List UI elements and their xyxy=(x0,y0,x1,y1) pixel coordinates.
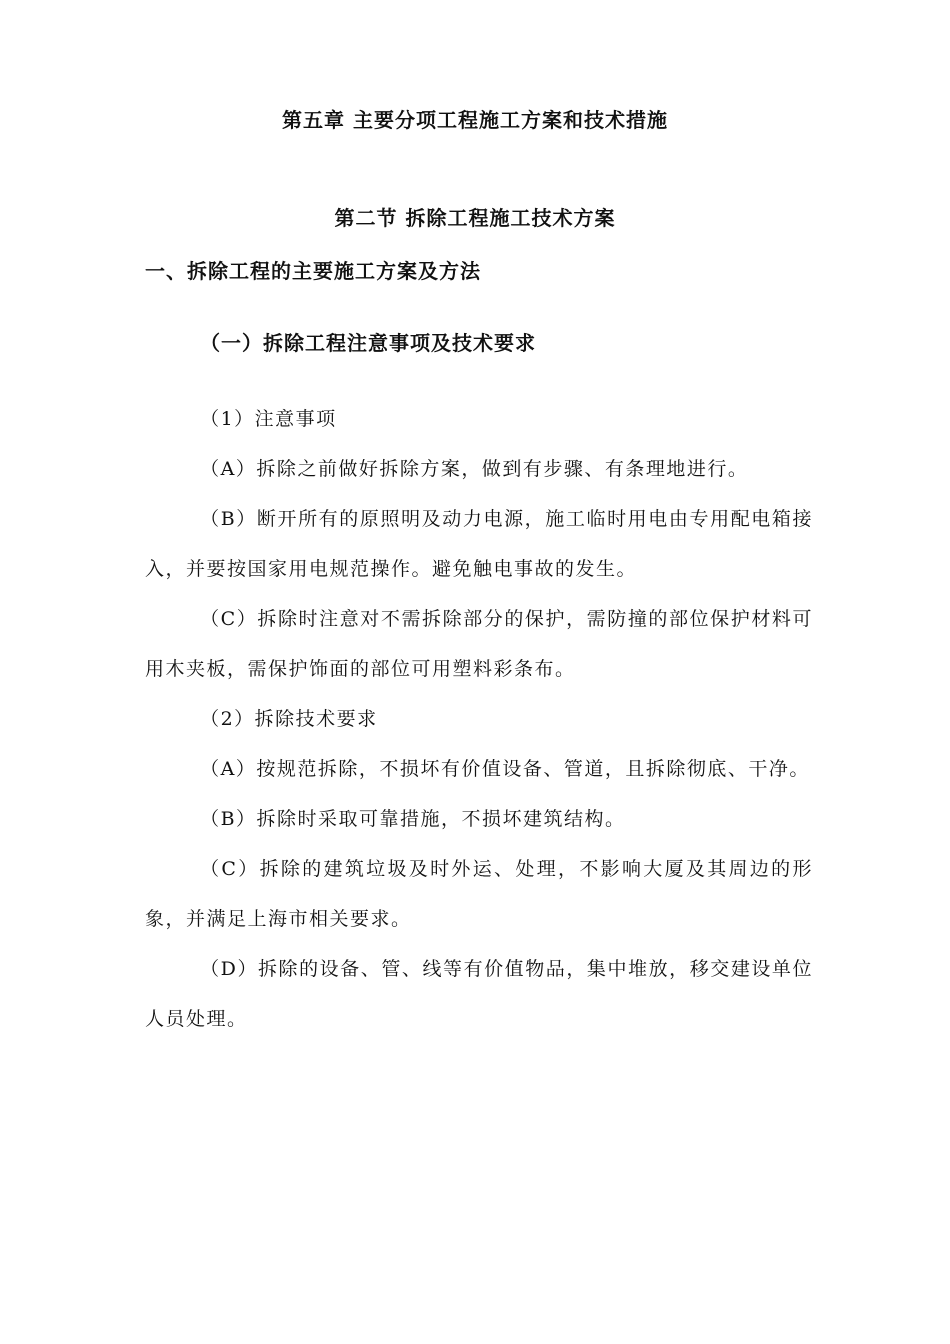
paragraph-notes-heading: （1）注意事项 xyxy=(200,408,337,430)
paragraph-requirement-a: （A）按规范拆除，不损坏有价值设备、管道，且拆除彻底、干净。 xyxy=(200,758,810,780)
paragraph-requirements-heading: （2）拆除技术要求 xyxy=(200,708,378,730)
heading-level-2: （一）拆除工程注意事项及技术要求 xyxy=(200,331,536,355)
paragraph-note-b: （B）断开所有的原照明及动力电源，施工临时用电由专用配电箱接入，并要按国家用电规范操作。避免触电事故的发生。 xyxy=(145,508,813,580)
paragraph-requirement-d: （D）拆除的设备、管、线等有价值物品，集中堆放，移交建设单位人员处理。 xyxy=(145,958,813,1030)
paragraph-requirement-c: （C）拆除的建筑垃圾及时外运、处理，不影响大厦及其周边的形象，并满足上海市相关要求。 xyxy=(145,858,813,930)
paragraph-requirement-b: （B）拆除时采取可靠措施，不损坏建筑结构。 xyxy=(200,808,626,830)
heading-level-1: 一、拆除工程的主要施工方案及方法 xyxy=(145,259,481,283)
paragraph-note-a: （A）拆除之前做好拆除方案，做到有步骤、有条理地进行。 xyxy=(200,458,749,480)
section-title: 第二节 拆除工程施工技术方案 xyxy=(334,206,616,230)
chapter-title: 第五章 主要分项工程施工方案和技术措施 xyxy=(282,108,668,132)
body-text xyxy=(145,394,813,1044)
paragraph-note-c: （C）拆除时注意对不需拆除部分的保护，需防撞的部位保护材料可用木夹板，需保护饰面的部位可用塑料彩条布。 xyxy=(145,608,813,680)
